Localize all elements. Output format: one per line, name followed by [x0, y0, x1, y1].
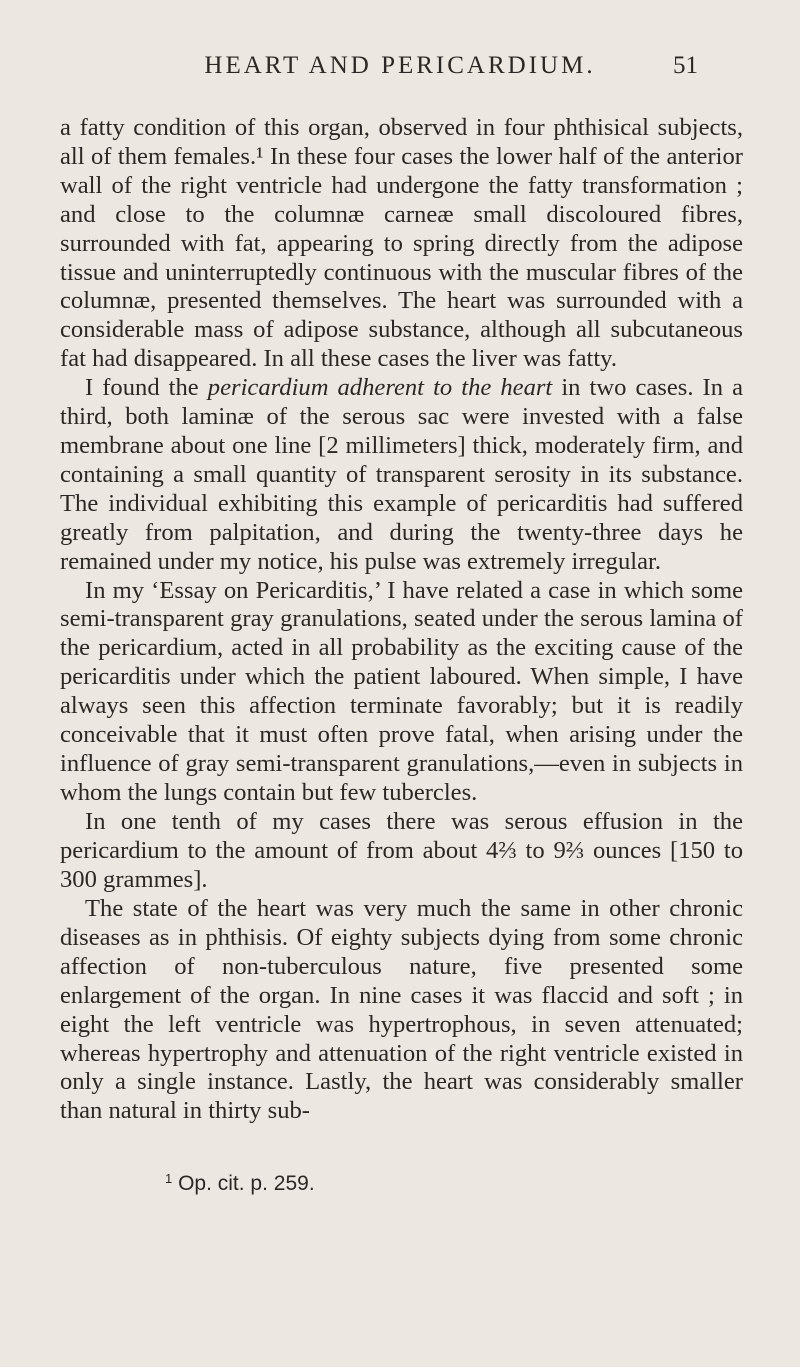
text-block-upper	[60, 114, 743, 894]
footnote-mark: 1	[165, 1171, 173, 1186]
italic-phrase: pericardium adherent to the heart	[207, 374, 553, 402]
footnote-text: Op. cit. p. 259.	[178, 1172, 315, 1195]
paragraph-1: a fatty condition of this organ, observed in four phthisical subjects, all of them females.¹ In these four cases the lower half of the anterior wall of the right ventricle had undergone the fatty transformation ; and close to the columnæ carneæ small discoloured fibres, surrounded with fat, appearing to spring directly from the adipose tissue and uninterruptedly continuous with the muscular fibres of the columnæ, presented themselves. The heart was surrounded with a considerable mass of adipose substance, although all subcutaneous fat had disappeared. In all these cases the liver was fatty.	[60, 114, 743, 373]
paragraph-4: In one tenth of my cases there was serous effusion in the pericardium to the amount of from about 4⅔ to 9⅔ ounces [150 to 300 grammes].	[60, 807, 743, 893]
text-block-lower	[60, 895, 743, 1126]
running-title: HEART AND PERICARDIUM.	[204, 52, 596, 79]
paragraph-3: In my ‘Essay on Pericarditis,’ I have related a case in which some semi-transparent gray granulations, seated under the serous lamina of the pericardium, acted in all probability as the exciting cause of the pericarditis under which the patient laboured. When simple, I have always seen this affection terminate favorably; but it is readily conceivable that it must often prove fatal, when arising under the influence of gray semi-transparent granulations,—even in subjects in whom the lungs contain but few tubercles.	[60, 576, 743, 806]
footnote	[165, 1171, 315, 1196]
paragraph-5: The state of the heart was very much the same in other chronic diseases as in phthisis. Of eighty subjects dying from some chronic affection of non-tuberculous nature, five presented some enlargement of the organ. In nine cases it was flaccid and soft ; in eight the left ventricle was hypertrophous, in seven attenuated; whereas hypertrophy and attenuation of the right ventricle existed in only a single instance. Lastly, the heart was considerably smaller than natural in thirty sub-	[60, 895, 743, 1125]
paragraph-2: I found the pericardium adherent to the heart in two cases. In a third, both laminæ of the serous sac were invested with a false membrane about one line [2 millimeters] thick, moderately firm, and containing a small quantity of transparent serosity in its substance. The individual exhibiting this example of pericarditis had suffered greatly from palpitation, and during the twenty-three days he remained under my notice, his pulse was extremely irregular.	[60, 374, 743, 575]
page-number: 51	[673, 52, 698, 79]
